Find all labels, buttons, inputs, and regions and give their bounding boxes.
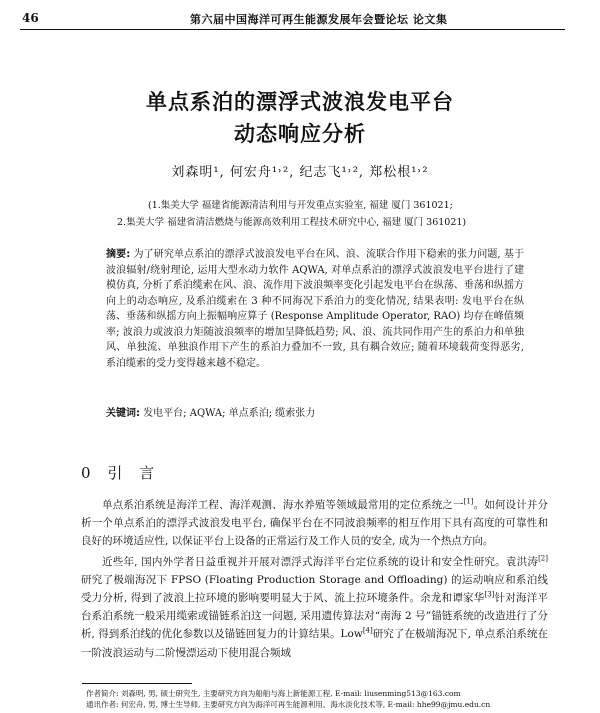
header-rule <box>20 29 565 30</box>
citation-ref: [1] <box>463 497 474 506</box>
affiliation-1: (1.集美大学 福建省能源清洁利用与开发重点实验室, 福建 厦门 361021; <box>148 200 453 211</box>
abstract <box>106 247 524 371</box>
page-number: 46 <box>22 11 39 25</box>
running-header <box>0 0 600 30</box>
citation-ref: [3] <box>484 590 495 599</box>
paragraph-1-part-b: 。如何设计并分析一个单点系泊的漂浮式波浪发电平台, 确保平台在不同波浪频率的相互作用下具有高度的可靠性和良好的环境适应性, 以保证平台上设备的正常运行及工作人员的安全, 成为一个热点方向。 <box>81 499 548 548</box>
citation-ref: [4] <box>362 626 373 635</box>
section-heading <box>81 462 160 483</box>
paragraph-2-part-a: 近些年, 国内外学者日益重视并开展对漂浮式海洋平台定位系统的设计和安全性研究。袁洪涛 <box>102 555 539 568</box>
citation-ref: [2] <box>538 554 548 563</box>
paper-title-line-1: 单点系泊的漂浮式波浪发电平台 <box>146 90 454 114</box>
paragraph-2-part-b: 研究了极端海况下 FPSO (Floating Production Storage and Offloading) 的运动响应和系泊线受力分析, 得到了波浪上拉环境的影响要明显大于风、流上拉环境条件。余龙和谭家华 <box>81 573 548 605</box>
paragraph-2-part-c: 针对海洋平台系泊系统一般采用缆索或锚链系泊这一问题, 采用遗传算法对“南海 2 号”锚链系统的改造进行了分析, 得到系泊线的优化参数以及锚链回复力的计算结果。Low <box>81 592 548 641</box>
paper-title-line-2: 动态响应分析 <box>234 122 366 146</box>
keywords <box>106 404 524 419</box>
abstract-label: 摘要: <box>106 249 131 260</box>
affiliation-2: 2.集美大学 福建省清洁燃烧与能源高效利用工程技术研究中心, 福建 厦门 361021) <box>117 217 467 228</box>
section-number: 0 <box>81 464 97 482</box>
footnote-rule <box>82 683 192 684</box>
paragraph-1-part-a: 单点系泊系统是海洋工程、海洋观测、海水养殖等领域最常用的定位系统之一 <box>102 499 464 511</box>
author-list: 刘森明¹, 何宏舟¹˒², 纪志飞¹˒², 郑松根¹˒² <box>171 165 429 180</box>
section-title: 引 言 <box>107 464 161 482</box>
footnote-author-bio: 作者简介: 刘森明, 男, 硕士研究生, 主要研究方向为船舶与海上新能源工程, E-mail: liusenming513@163.com <box>86 689 461 698</box>
footnote-corresponding-author: 通讯作者: 何宏舟, 男, 博士生导师, 主要研究方向为海洋可再生能源利用、海水淡化技术等, E-mail: hhe99@jmu.edu.cn <box>86 700 491 709</box>
keywords-label: 关键词: <box>106 408 140 419</box>
running-head-title: 第六届中国海洋可再生能源发展年会暨论坛 论文集 <box>190 13 448 26</box>
paragraph-2-part-d: 研究了在极端海况下, 单点系泊系统在一阶波浪运动与二阶慢漂运动下使用混合频域 <box>81 628 548 659</box>
paragraph-1 <box>81 496 548 551</box>
abstract-text: 为了研究单点系泊的漂浮式波浪发电平台在风、浪、流联合作用下稳索的张力问题, 基于波浪辐射/绕射理论, 运用大型水动力软件 AQWA, 对单点系泊的漂浮式波浪发电平台进行了建模仿真, 分析了系泊缆索在风、浪、流作用下波浪频率变化引起发电平台在纵荡、垂荡和纵摇方向上的动态响应, 及系泊缆索在 3 种不同海况下系泊力的变化情况, 结果表明: 发电平台在纵荡、垂荡和纵摇方向上振幅响应算子 (Response Amplitude Operator, RAO) 均存在峰值频率; 波浪力或波浪力矩随波浪频率的增加呈降低趋势; 风、浪、流共同作用产生的系泊力和单独风、单独流、单独浪作用下产生的系泊力叠加不一致, 具有耦合效应; 随着环境载荷变得恶劣, 系泊缆索的受力变得越来越不稳定。 <box>106 249 524 369</box>
body-text <box>81 496 548 662</box>
keywords-text: 发电平台; AQWA; 单点系泊; 缆索张力 <box>143 408 316 419</box>
paragraph-2 <box>81 553 548 662</box>
